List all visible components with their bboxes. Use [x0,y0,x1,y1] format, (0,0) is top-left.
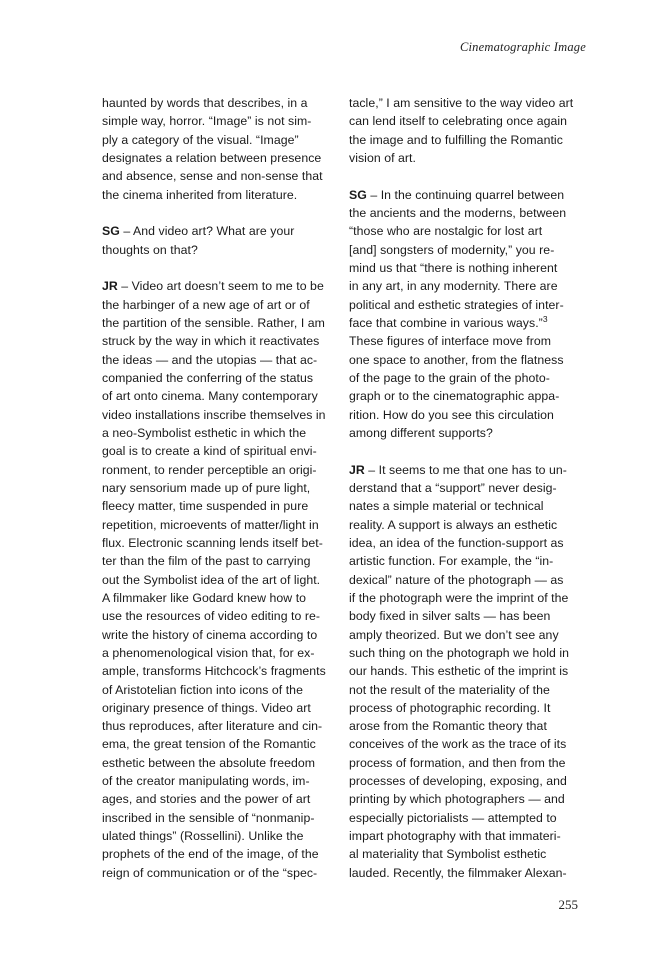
line-text: – It seems to me that one has to un- [364,462,567,477]
paragraph-line: process of formation, and then from the [349,755,566,770]
paragraph-line [349,461,583,479]
paragraph-line: inscribed in the sensible of “nonmanip- [102,810,315,825]
paragraph-line: mind us that “there is nothing inherent [349,260,558,275]
paragraph-line: such thing on the photograph we hold in [349,645,570,660]
page-number: 255 [558,897,578,912]
paragraph-line: conceives of the work as the trace of its [349,737,567,752]
paragraph-line: flux. Electronic scanning lends itself bet- [102,535,323,550]
paragraph-line: ronment, to render perceptible an origi- [102,462,317,477]
paragraph-line: haunted by words that describes, in a [102,96,308,110]
paragraph-line: struck by the way in which it reactivates [102,334,320,349]
paragraph-line: A filmmaker like Godard knew how to [102,590,307,605]
paragraph-line: amply theorized. But we don’t see any [349,627,559,642]
paragraph-line [102,277,336,295]
paragraph-line: ages, and stories and the power of art [102,792,311,807]
paragraph-line: the ideas — and the utopias — that ac- [102,352,318,367]
paragraph-line: goal is to create a kind of spiritual envi- [102,444,317,459]
paragraph-line: and absence, sense and non-sense that [102,169,323,184]
right-column [349,94,583,882]
paragraph-line: arose from the Romantic theory that [349,719,547,734]
paragraph-line: the ancients and the moderns, between [349,205,567,220]
paragraph-line: thoughts on that? [102,242,198,257]
paragraph-line: in any art, in any modernity. There are [349,279,558,294]
line-text: face that combine in various ways.” [349,315,543,330]
paragraph-sg-question [349,186,583,443]
paragraph-sg-question [102,222,336,259]
paragraph-line: ulated things” (Rossellini). Unlike the [102,829,304,844]
paragraph-line: prophets of the end of the image, of the [102,847,319,862]
paragraph-line: idea, an idea of the function-support as [349,535,564,550]
paragraph-line: vision of art. [349,150,416,165]
paragraph-line: reign of communication or of the “spec- [102,865,318,880]
paragraph-line: nary sensorium made up of pure light, [102,480,311,495]
paragraph-line [349,186,583,204]
paragraph-line: designates a relation between presence [102,150,322,165]
paragraph-line: of the page to the grain of the photo- [349,370,550,385]
paragraph-line: artistic function. For example, the “in- [349,554,554,569]
paragraph-line: nates a simple material or technical [349,499,544,514]
paragraph-line: our hands. This esthetic of the imprint is [349,664,569,679]
paragraph-line: simple way, horror. “Image” is not sim- [102,114,312,129]
paragraph-line: the partition of the sensible. Rather, I am [102,315,325,330]
paragraph-line: write the history of cinema according to [102,627,318,642]
left-column [102,94,336,882]
paragraph-line: ema, the great tension of the Romantic [102,737,316,752]
line-text: – And video art? What are your [119,224,295,239]
paragraph-line: process of photographic recording. It [349,700,551,715]
speaker-label: JR [102,279,118,294]
paragraph-line: use the resources of video editing to re- [102,609,321,624]
paragraph-line: tacle,” I am sensitive to the way video art [349,96,574,110]
paragraph-line: among different supports? [349,425,493,440]
paragraph-line: one space to another, from the flatness [349,352,564,367]
paragraph-line: companied the conferring of the status [102,370,314,385]
paragraph-line: originary presence of things. Video art [102,700,311,715]
paragraph-line: video installations inscribe themselves in [102,407,326,422]
paragraph-line: impart photography with that immateri- [349,829,561,844]
paragraph-line: of the creator manipulating words, im- [102,774,310,789]
paragraph-line [102,222,336,240]
paragraph-line: out the Symbolist idea of the art of light. [102,572,321,587]
paragraph-line: of Aristotelian fiction into icons of the [102,682,303,697]
paragraph-line: ter than the film of the past to carrying [102,554,311,569]
speaker-label: SG [349,187,367,202]
paragraph-line: rition. How do you see this circulation [349,407,554,422]
paragraph-jr-answer [349,461,583,883]
paragraph-line: ply a category of the visual. “Image” [102,132,299,147]
paragraph-line: thus reproduces, after literature and cin- [102,719,323,734]
paragraph-line: derstand that a “support” never desig- [349,480,557,495]
paragraph-line: reality. A support is always an esthetic [349,517,558,532]
paragraph-line: the harbinger of a new age of art or of [102,297,310,312]
paragraph-line: political and esthetic strategies of inter- [349,297,564,312]
paragraph-line: ample, transforms Hitchcock’s fragments [102,664,326,679]
paragraph-line: not the result of the materiality of the [349,682,550,697]
running-head: Cinematographic Image [459,40,586,54]
paragraph-line: a phenomenological vision that, for ex- [102,645,315,660]
paragraph-line: lauded. Recently, the filmmaker Alexan- [349,865,567,880]
paragraph [349,94,583,167]
paragraph-line: fleecy matter, time suspended in pure [102,499,309,514]
paragraph-line: graph or to the cinematographic appa- [349,389,560,404]
paragraph-line: the image and to fulfilling the Romantic [349,132,563,147]
paragraph-line: al materiality that Symbolist esthetic [349,847,547,862]
paragraph-line: of art onto cinema. Many contemporary [102,389,318,404]
paragraph-line: dexical” nature of the photograph — as [349,572,564,587]
paragraph-line: the cinema inherited from literature. [102,187,298,202]
paragraph-line: printing by which photographers — and [349,792,565,807]
paragraph-line: body fixed in silver salts — has been [349,609,551,624]
paragraph-line: [and] songsters of modernity,” you re- [349,242,555,257]
speaker-label: SG [102,224,120,239]
paragraph-line: “those who are nostalgic for lost art [349,224,543,239]
footnote-ref[interactable]: 3 [542,313,548,324]
line-text: – Video art doesn’t seem to me to be [117,279,324,294]
paragraph-line: repetition, microevents of matter/light in [102,517,319,532]
paragraph-line: These figures of interface move from [349,334,552,349]
paragraph-line: if the photograph were the imprint of the [349,590,569,605]
paragraph-line: a neo-Symbolist esthetic in which the [102,425,307,440]
paragraph-jr-answer [102,277,336,882]
paragraph-line: especially pictorialists — attempted to [349,810,557,825]
paragraph-line: can lend itself to celebrating once again [349,114,568,129]
paragraph-line: esthetic between the absolute freedom [102,755,316,770]
speaker-label: JR [349,462,365,477]
paragraph [102,94,336,204]
paragraph-line [349,314,583,332]
paragraph-line: processes of developing, exposing, and [349,774,567,789]
line-text: – In the continuing quarrel between [366,187,565,202]
